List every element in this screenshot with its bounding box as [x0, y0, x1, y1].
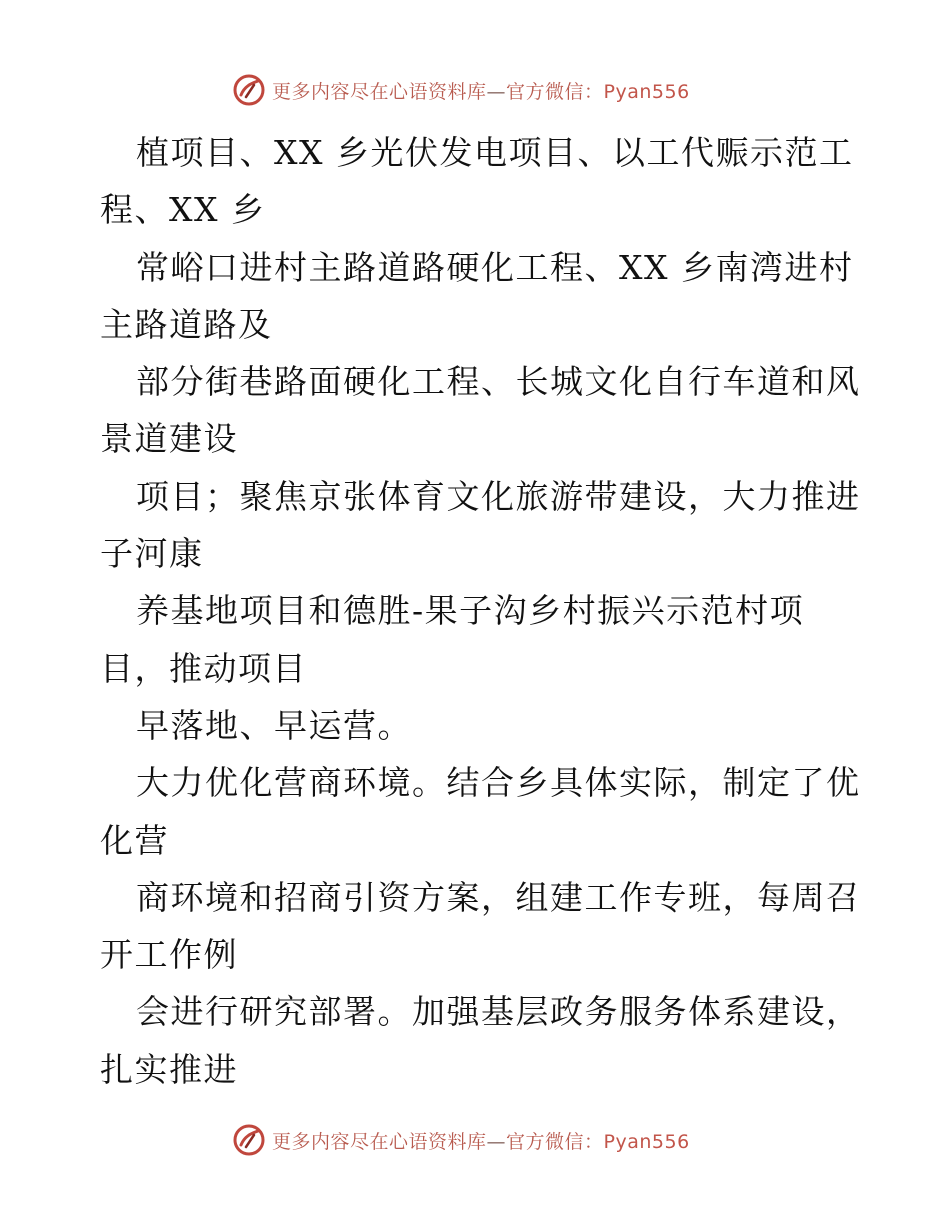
watermark-account: Pyan556: [603, 1130, 690, 1153]
logo-icon: [232, 73, 266, 107]
watermark-official: 官方微信：: [506, 80, 604, 103]
watermark-text: [272, 77, 690, 104]
text-line: 常峪口进村主路道路硬化工程、XX 乡南湾进村: [136, 247, 854, 287]
text-line: 项目；聚焦京张体育文化旅游带建设，大力推进: [136, 476, 861, 516]
watermark-text: [272, 1127, 690, 1154]
document-body: [100, 124, 860, 1098]
text-line: 养基地项目和德胜-果子沟乡村振兴示范村项: [136, 591, 805, 631]
text-line: 部分街巷路面硬化工程、长城文化自行车道和风: [136, 362, 861, 402]
text-line: 主路道路及: [100, 304, 273, 344]
text-line: 扎实推进: [100, 1049, 238, 1089]
text-line: 化营: [100, 820, 169, 860]
footer-watermark: [232, 1122, 690, 1158]
text-line: 植项目、XX 乡光伏发电项目、以工代赈示范工: [136, 133, 854, 172]
watermark-brand: 更多内容尽在心语资料库: [272, 80, 487, 103]
text-line: 子河康: [100, 534, 204, 574]
header-watermark: [232, 72, 690, 108]
text-line: 会进行研究部署。加强基层政务服务体系建设，: [136, 992, 861, 1032]
text-line: 商环境和招商引资方案，组建工作专班，每周召: [136, 877, 861, 917]
text-line: 早落地、早运营。: [136, 705, 412, 745]
text-line: 大力优化营商环境。结合乡具体实际，制定了优: [136, 763, 861, 803]
watermark-official: 官方微信：: [506, 1130, 604, 1153]
logo-icon: [232, 1123, 266, 1157]
watermark-account: Pyan556: [603, 80, 690, 103]
watermark-separator: —: [486, 80, 507, 103]
text-line: 程、XX 乡: [100, 190, 266, 230]
text-line: 开工作例: [100, 935, 238, 975]
text-line: 目，推动项目: [100, 648, 307, 688]
watermark-brand: 更多内容尽在心语资料库: [272, 1130, 487, 1153]
watermark-separator: —: [486, 1130, 507, 1153]
text-line: 景道建设: [100, 419, 238, 459]
